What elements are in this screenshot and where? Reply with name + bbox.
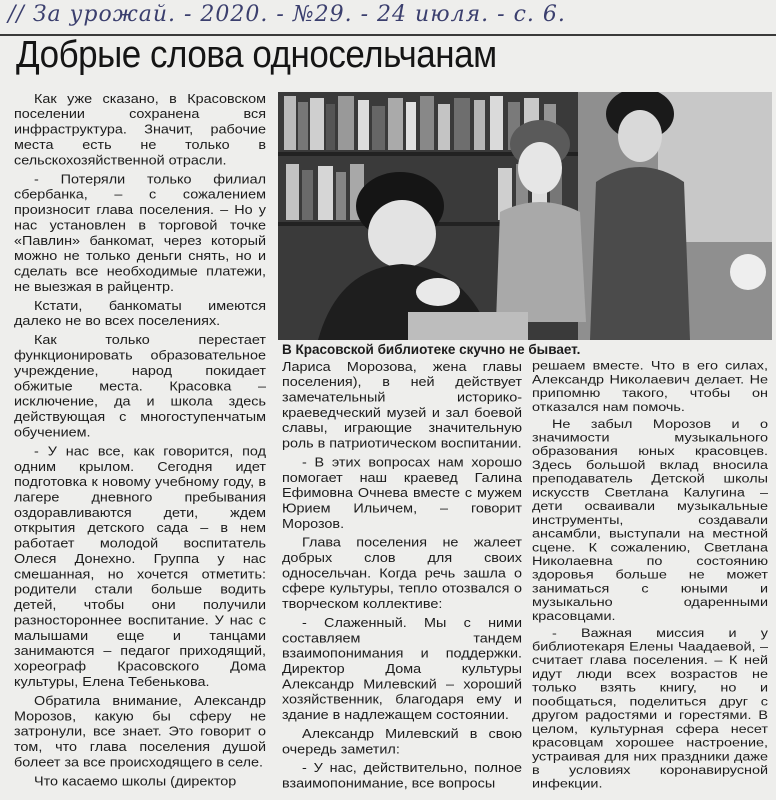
paragraph: - Слаженный. Мы с ними составляем тандем взаимопонимания и поддержки. Директор Дома культуры Александр Милевский – хороший хозяйственник, благодаря ему и здание в надлежащем состоянии.	[282, 616, 522, 723]
library-photo	[278, 92, 772, 340]
paragraph: Александр Милевский в свою очередь заметил:	[282, 727, 522, 757]
paragraph: Как только перестает функционировать образовательное учреждение, народ покидает обжитые места. Красовка – исключение, да и школа здесь действующая с многоступенчатым обучением.	[14, 333, 266, 441]
paragraph: Глава поселения не жалеет добрых слов для своих односельчан. Когда речь зашла о сфере культуры, тепло отозвался о творческом коллективе:	[282, 535, 522, 612]
paragraph: - У нас, действительно, полное взаимопонимание, все вопросы	[282, 761, 522, 792]
paragraph: - В этих вопросах нам хорошо помогает наш краевед Галина Ефимовна Очнева вместе с мужем Юрием Ильичем, – говорит Морозов.	[282, 455, 522, 532]
photo-caption: В Красовской библиотеке скучно не бывает.	[282, 342, 581, 357]
paragraph: - Важная миссия и у библиотекаря Елены Чаадаевой, – считает глава поселения. – К ней идут люди всех возрастов не только взять книгу, но и пообщаться, поделиться друг с другом радостями и горестями. В целом, культурная сфера несет красовцам хорошее настроение, устраивая для них праздники даже в условиях коронавирусной инфекции.	[532, 627, 768, 791]
article-column-3	[532, 360, 768, 792]
paragraph: решаем вместе. Что в его силах, Александр Николаевич делает. Не припомню такого, чтобы он отказался нам помочь.	[532, 360, 768, 415]
handwritten-citation: // За урожай. - 2020. - №29. - 24 июля. - с. 6.	[8, 2, 566, 27]
paragraph: Не забыл Морозов и о значимости музыкального образования юных красовцев. Здесь большой вклад вносила преподаватель Детской школы искусств Светлана Калугина – дети осваивали музыкальные инструменты, создавали ансамбли, выступали на местной сцене. К сожалению, Светлана Николаевна по состоянию здоровья больше не может заниматься с юными и музыкально одаренными красовцами.	[532, 418, 768, 624]
paragraph: - Потеряли только филиал сбербанка, – с сожалением произносит глава поселения. – Но у нас установлен в торговой точке «Павлин» банкомат, через который можно не только деньги снять, но и сделать все необходимые платежи, не выезжая в райцентр.	[14, 172, 266, 295]
paragraph: - У нас все, как говорится, под одним крылом. Сегодня идет подготовка к новому учебному году, в лагере дневного пребывания оздоравливаются дети, ждем открытия детского сада – в нем работает молодой воспитатель Олеся Донехно. Группа у нас смешанная, но хочется отметить: родители стали больше водить детей, чтобы они получили разностороннее воспитание. У нас с малышами еще и танцами занимаются – педагог приходящий, хореограф Красовского Дома культуры, Елена Тебенькова.	[14, 444, 266, 690]
article-column-1	[14, 92, 266, 790]
paragraph: Кстати, банкоматы имеются далеко не во всех поселениях.	[14, 299, 266, 329]
paragraph: Обратила внимание, Александр Морозов, какую бы сферу не затронули, все знает. Это говорит о том, что глава поселения душой болеет за все происходящего в селе.	[14, 694, 266, 770]
photo-illustration	[278, 92, 772, 340]
headline: Добрые слова односельчанам	[16, 34, 497, 76]
paragraph: Что касаемо школы (директор	[34, 774, 237, 789]
paragraph: Лариса Морозова, жена главы поселения), в ней действует замечательный историко-краеведческий музей и зал боевой славы, играющие значительную роль в патриотическом воспитании.	[282, 360, 522, 452]
paragraph: Как уже сказано, в Красовском поселении сохранена вся инфраструктура. Значит, рабочие места есть не только в сельскохозяйственной отрасли.	[14, 92, 266, 168]
article-column-2	[282, 360, 522, 792]
